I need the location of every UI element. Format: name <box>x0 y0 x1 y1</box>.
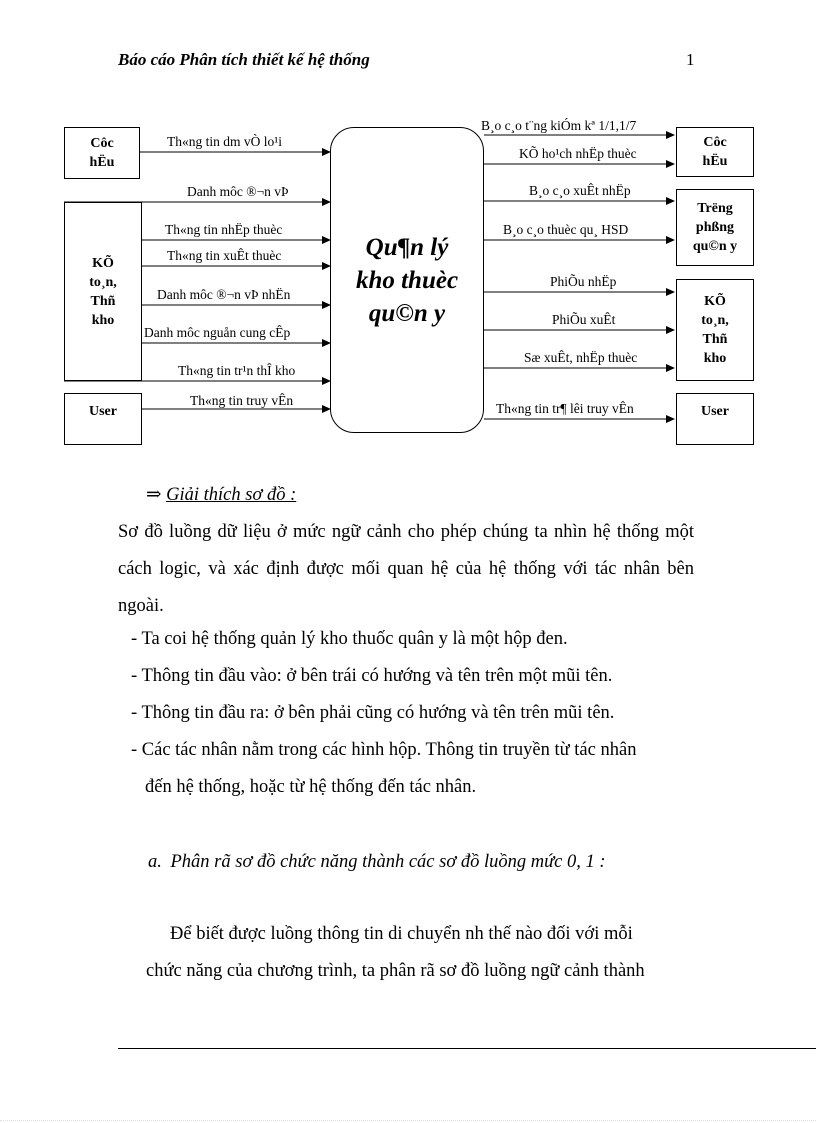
process-quan-ly-kho-thuoc <box>330 127 484 433</box>
output-flow-label: Th«ng tin tr¶ lêi truy vÊn <box>496 401 634 416</box>
page-header-title: Báo cáo Phân tích thiết kế hệ thống <box>118 50 370 69</box>
input-flow-label: Th«ng tin dm vÒ lo¹i <box>167 134 283 149</box>
entity-label-line: Côc <box>703 135 727 150</box>
entity-right-ke-toan-thu-kho <box>676 279 754 381</box>
section-a-label: a. <box>148 852 162 872</box>
section-a-title: Phân rã sơ đồ chức năng thành các sơ đồ luồng mức 0, 1 : <box>170 852 606 872</box>
entity-label-line: Thñ <box>702 332 728 347</box>
process-label-line: Qu¶n lý <box>365 233 449 261</box>
input-flow-label: Th«ng tin tr¹n thÎ kho <box>178 363 296 378</box>
page-number: 1 <box>686 50 695 69</box>
entity-label-line: to¸n, <box>701 313 729 328</box>
closing-line-1: Để biết được luồng thông tin di chuyển nh thế nào đối với mỗi <box>170 924 633 944</box>
output-flow-label: PhiÕu xuÊt <box>552 312 616 327</box>
entity-right-user <box>676 393 754 445</box>
entity-label-line: KÕ <box>704 294 726 309</box>
output-flow-label: B¸o c¸o t¨ng kiÓm kª 1/1,1/7 <box>481 118 637 133</box>
input-flow-label: Danh môc ®¬n vÞ <box>187 184 289 199</box>
output-flow-label: KÕ ho¹ch nhËp thuèc <box>519 146 637 161</box>
entity-label-line: User <box>89 404 117 419</box>
implies-arrow-icon: ⇒ <box>146 485 162 505</box>
entity-label-line: qu©n y <box>692 239 738 254</box>
process-label-line: kho thuèc <box>355 266 459 294</box>
bullet-item: - Thông tin đầu vào: ở bên trái có hướng và tên trên một mũi tên. <box>131 666 613 686</box>
closing-line-2: chức năng của chương trình, ta phân rã sơ đồ luồng ngữ cảnh thành <box>146 961 645 981</box>
entity-label-line: Côc <box>90 136 114 151</box>
entity-right-truong-phong <box>676 189 754 266</box>
entity-label-line: hËu <box>89 155 115 170</box>
input-flow-label: Danh môc ®¬n vÞ nhËn <box>157 287 291 302</box>
entity-label-line: kho <box>703 351 727 366</box>
entity-label-line: User <box>701 404 729 419</box>
entity-label-line: Trëng <box>697 201 733 216</box>
entity-label-line: hËu <box>702 154 728 169</box>
output-flow-label: PhiÕu nhËp <box>550 274 617 289</box>
output-flow-label: B¸o c¸o xuÊt nhËp <box>529 183 631 198</box>
entity-right-cuc-hieu <box>676 127 754 177</box>
input-flow-label: Th«ng tin truy vÊn <box>190 393 294 408</box>
entity-label-line: phßng <box>695 220 735 235</box>
page-bottom-edge <box>0 1120 816 1121</box>
entity-label-line: to¸n, <box>89 274 117 290</box>
bullet-item: - Các tác nhân nằm trong các hình hộp. Thông tin truyền từ tác nhân <box>131 740 637 760</box>
entity-label-line: kho <box>91 312 115 328</box>
entity-label-line: KÕ <box>92 255 114 271</box>
explanation-paragraph: Sơ đồ luồng dữ liệu ở mức ngữ cảnh cho phép chúng ta nhìn hệ thống một cách logic, và xác định được mối quan hệ của hệ thống với tác nhân bên ngoài. <box>118 522 694 616</box>
bullet-continuation: đến hệ thống, hoặc từ hệ thống đến tác nhân. <box>145 777 477 797</box>
input-flow-label: Danh môc nguån cung cÊp <box>144 325 291 340</box>
entity-left-user <box>64 393 142 445</box>
footer-rule <box>118 1048 816 1049</box>
process-label-line: qu©n y <box>368 299 446 327</box>
explanation-heading-text: Giải thích sơ đồ : <box>166 485 297 505</box>
input-flow-label: Th«ng tin xuÊt thuèc <box>167 248 282 263</box>
output-flow-label: Sæ xuÊt, nhËp thuèc <box>524 350 638 365</box>
entity-left-ke-toan-thu-kho <box>64 202 142 381</box>
bullet-item: - Thông tin đầu ra: ở bên phải cũng có hướng và tên trên mũi tên. <box>131 703 615 723</box>
explanation-heading <box>146 484 296 506</box>
output-flow-label: B¸o c¸o thuèc qu¸ HSD <box>503 222 629 237</box>
entity-left-cuc-hieu <box>64 127 140 179</box>
bullet-item: - Ta coi hệ thống quản lý kho thuốc quân y là một hộp đen. <box>131 629 568 649</box>
entity-label-line: Thñ <box>90 293 116 309</box>
section-a-heading <box>148 852 606 873</box>
input-flow-label: Th«ng tin nhËp thuèc <box>165 222 283 237</box>
